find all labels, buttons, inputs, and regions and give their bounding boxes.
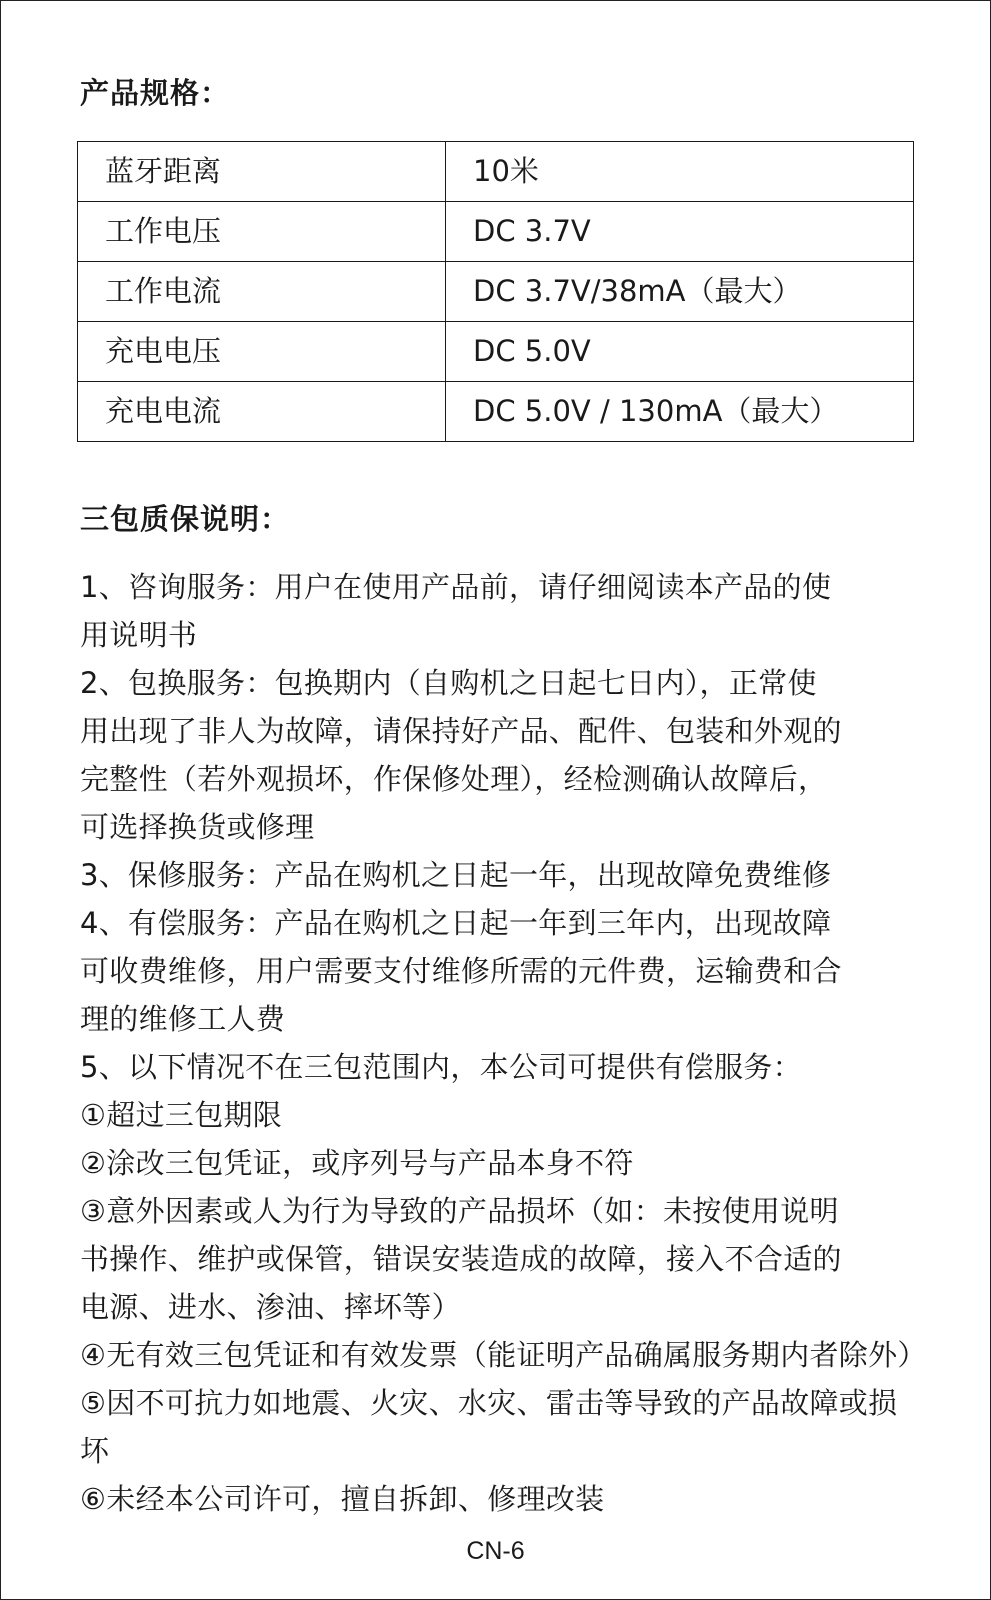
spec-row — [78, 382, 914, 442]
page-number: CN-6 — [466, 1537, 525, 1565]
spec-row — [78, 322, 914, 382]
spec-value: DC 3.7V — [446, 202, 914, 262]
warranty-line: 完整性（若外观损坏，作保修处理），经检测确认故障后， — [80, 762, 828, 796]
warranty-line: 3、保修服务：产品在购机之日起一年，出现故障免费维修 — [80, 858, 832, 892]
warranty-line: ⑥未经本公司许可，擅自拆卸、修理改装 — [80, 1482, 605, 1516]
spec-table — [77, 141, 914, 442]
warranty-line: ①超过三包期限 — [80, 1098, 283, 1132]
warranty-line: ②涂改三包凭证，或序列号与产品本身不符 — [80, 1146, 634, 1180]
warranty-line: 书操作、维护或保管，错误安装造成的故障，接入不合适的 — [80, 1242, 842, 1276]
spec-label: 充电电压 — [78, 322, 446, 382]
warranty-line: 可选择换货或修理 — [80, 810, 315, 844]
warranty-line: 2、包换服务：包换期内（自购机之日起七日内），正常使 — [80, 666, 817, 700]
spec-value: DC 5.0V — [446, 322, 914, 382]
warranty-line: 电源、进水、渗油、摔坏等） — [80, 1290, 461, 1324]
warranty-line: 用出现了非人为故障，请保持好产品、配件、包装和外观的 — [80, 714, 842, 748]
warranty-line: 理的维修工人费 — [80, 1002, 286, 1036]
warranty-line: 1、咨询服务：用户在使用产品前，请仔细阅读本产品的使 — [80, 570, 832, 604]
warranty-heading: 三包质保说明： — [80, 502, 291, 536]
spec-label: 工作电流 — [78, 262, 446, 322]
spec-label: 蓝牙距离 — [78, 142, 446, 202]
spec-value: DC 3.7V/38mA（最大） — [446, 262, 914, 322]
spec-label: 工作电压 — [78, 202, 446, 262]
spec-value: 10米 — [446, 142, 914, 202]
spec-row — [78, 262, 914, 322]
warranty-text — [80, 563, 927, 1523]
warranty-line: ④无有效三包凭证和有效发票（能证明产品确属服务期内者除外） — [80, 1338, 927, 1372]
spec-row — [78, 202, 914, 262]
warranty-line: 4、有偿服务：产品在购机之日起一年到三年内，出现故障 — [80, 906, 832, 940]
warranty-line: 可收费维修，用户需要支付维修所需的元件费，运输费和合 — [80, 954, 842, 988]
warranty-line: 5、以下情况不在三包范围内，本公司可提供有偿服务： — [80, 1050, 802, 1084]
warranty-line: ⑤因不可抗力如地震、火灾、水灾、雷击等导致的产品故障或损坏 — [80, 1386, 898, 1468]
spec-row — [78, 142, 914, 202]
spec-value: DC 5.0V / 130mA（最大） — [446, 382, 914, 442]
spec-heading: 产品规格： — [80, 76, 231, 110]
warranty-line: 用说明书 — [80, 618, 198, 652]
warranty-line: ③意外因素或人为行为导致的产品损坏（如：未按使用说明 — [80, 1194, 839, 1228]
spec-label: 充电电流 — [78, 382, 446, 442]
